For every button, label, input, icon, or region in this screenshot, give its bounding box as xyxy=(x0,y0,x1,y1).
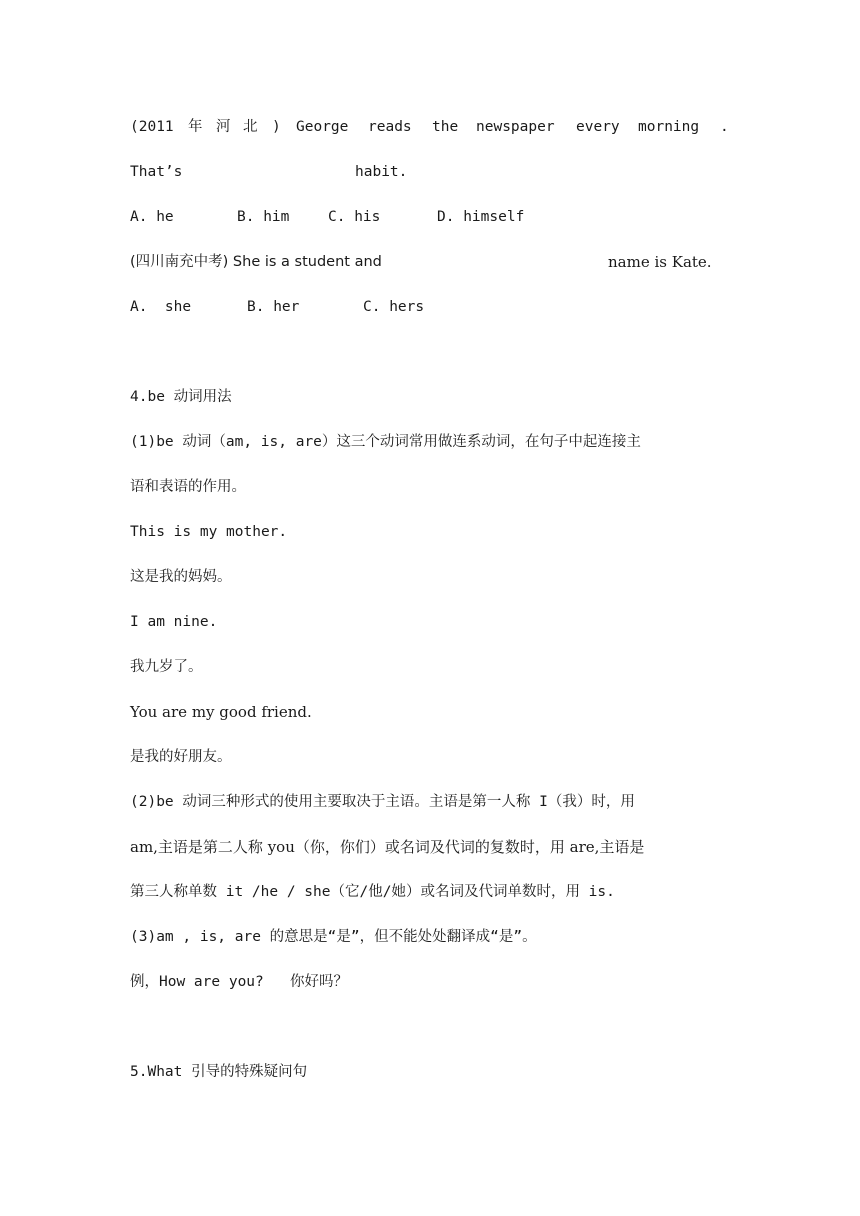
section4-p2-line1: (2)be 动词三种形式的使用主要取决于主语。主语是第一人称 I（我）时，用 xyxy=(130,794,635,810)
section4-example: 例，How are you? 你好吗？ xyxy=(130,974,348,990)
section4-heading: 4.be 动词用法 xyxy=(130,389,232,405)
q1-word: 北 xyxy=(243,119,258,135)
section5-heading: 5.What 引导的特殊疑问句 xyxy=(130,1064,308,1080)
q2-line1-end: name is Kate. xyxy=(608,253,712,271)
section4-p2-line2: am,主语是第二人称 you（你，你们）或名词及代词的复数时，用 are,主语是 xyxy=(130,838,645,856)
q1-option-c: C. his xyxy=(328,209,381,225)
q1-word: 河 xyxy=(216,119,231,135)
q1-word: George xyxy=(296,119,349,135)
q1-options xyxy=(130,207,730,227)
example1-zh: 这是我的妈妈。 xyxy=(130,569,232,585)
q1-word: 年 xyxy=(188,119,203,135)
q1-line1 xyxy=(130,117,730,137)
section4-p1-line1: (1)be 动词（am, is, are）这三个动词常用做连系动词，在句子中起连接主 xyxy=(130,434,641,450)
q1-word: . xyxy=(720,119,729,135)
q1-word: (2011 xyxy=(130,119,174,135)
section4-p2-line3: 第三人称单数 it /he / she（它/他/她）或名词及代词单数时，用 is. xyxy=(130,884,615,900)
q2-option-c: C. hers xyxy=(363,299,425,315)
example2-en: I am nine. xyxy=(130,614,218,630)
q1-line2-end: habit. xyxy=(355,164,408,180)
section4-p1-line2: 语和表语的作用。 xyxy=(130,479,246,495)
q1-option-b: B. him xyxy=(237,209,290,225)
q1-word: the xyxy=(432,119,459,135)
q1-word: reads xyxy=(368,119,412,135)
q2-options xyxy=(130,297,730,317)
q1-word: morning xyxy=(638,119,700,135)
example3-en: You are my good friend. xyxy=(130,703,312,721)
q1-option-d: D. himself xyxy=(437,209,525,225)
q1-word: ) xyxy=(272,119,281,135)
section4-p3: (3)am , is, are 的意思是“是”，但不能处处翻译成“是”。 xyxy=(130,929,537,945)
q1-word: every xyxy=(576,119,620,135)
q1-line2-start: That’s xyxy=(130,164,183,180)
q1-option-a: A. he xyxy=(130,209,174,225)
q2-line1-start: (四川南充中考) She is a student and xyxy=(130,254,382,270)
example3-zh: 是我的好朋友。 xyxy=(130,749,232,765)
q2-line1 xyxy=(130,252,730,272)
q2-option-b: B. her xyxy=(247,299,300,315)
q1-word: newspaper xyxy=(476,119,555,135)
example2-zh: 我九岁了。 xyxy=(130,659,203,675)
q2-option-a: A. she xyxy=(130,299,192,315)
q1-line2 xyxy=(130,162,730,182)
example1-en: This is my mother. xyxy=(130,524,288,540)
